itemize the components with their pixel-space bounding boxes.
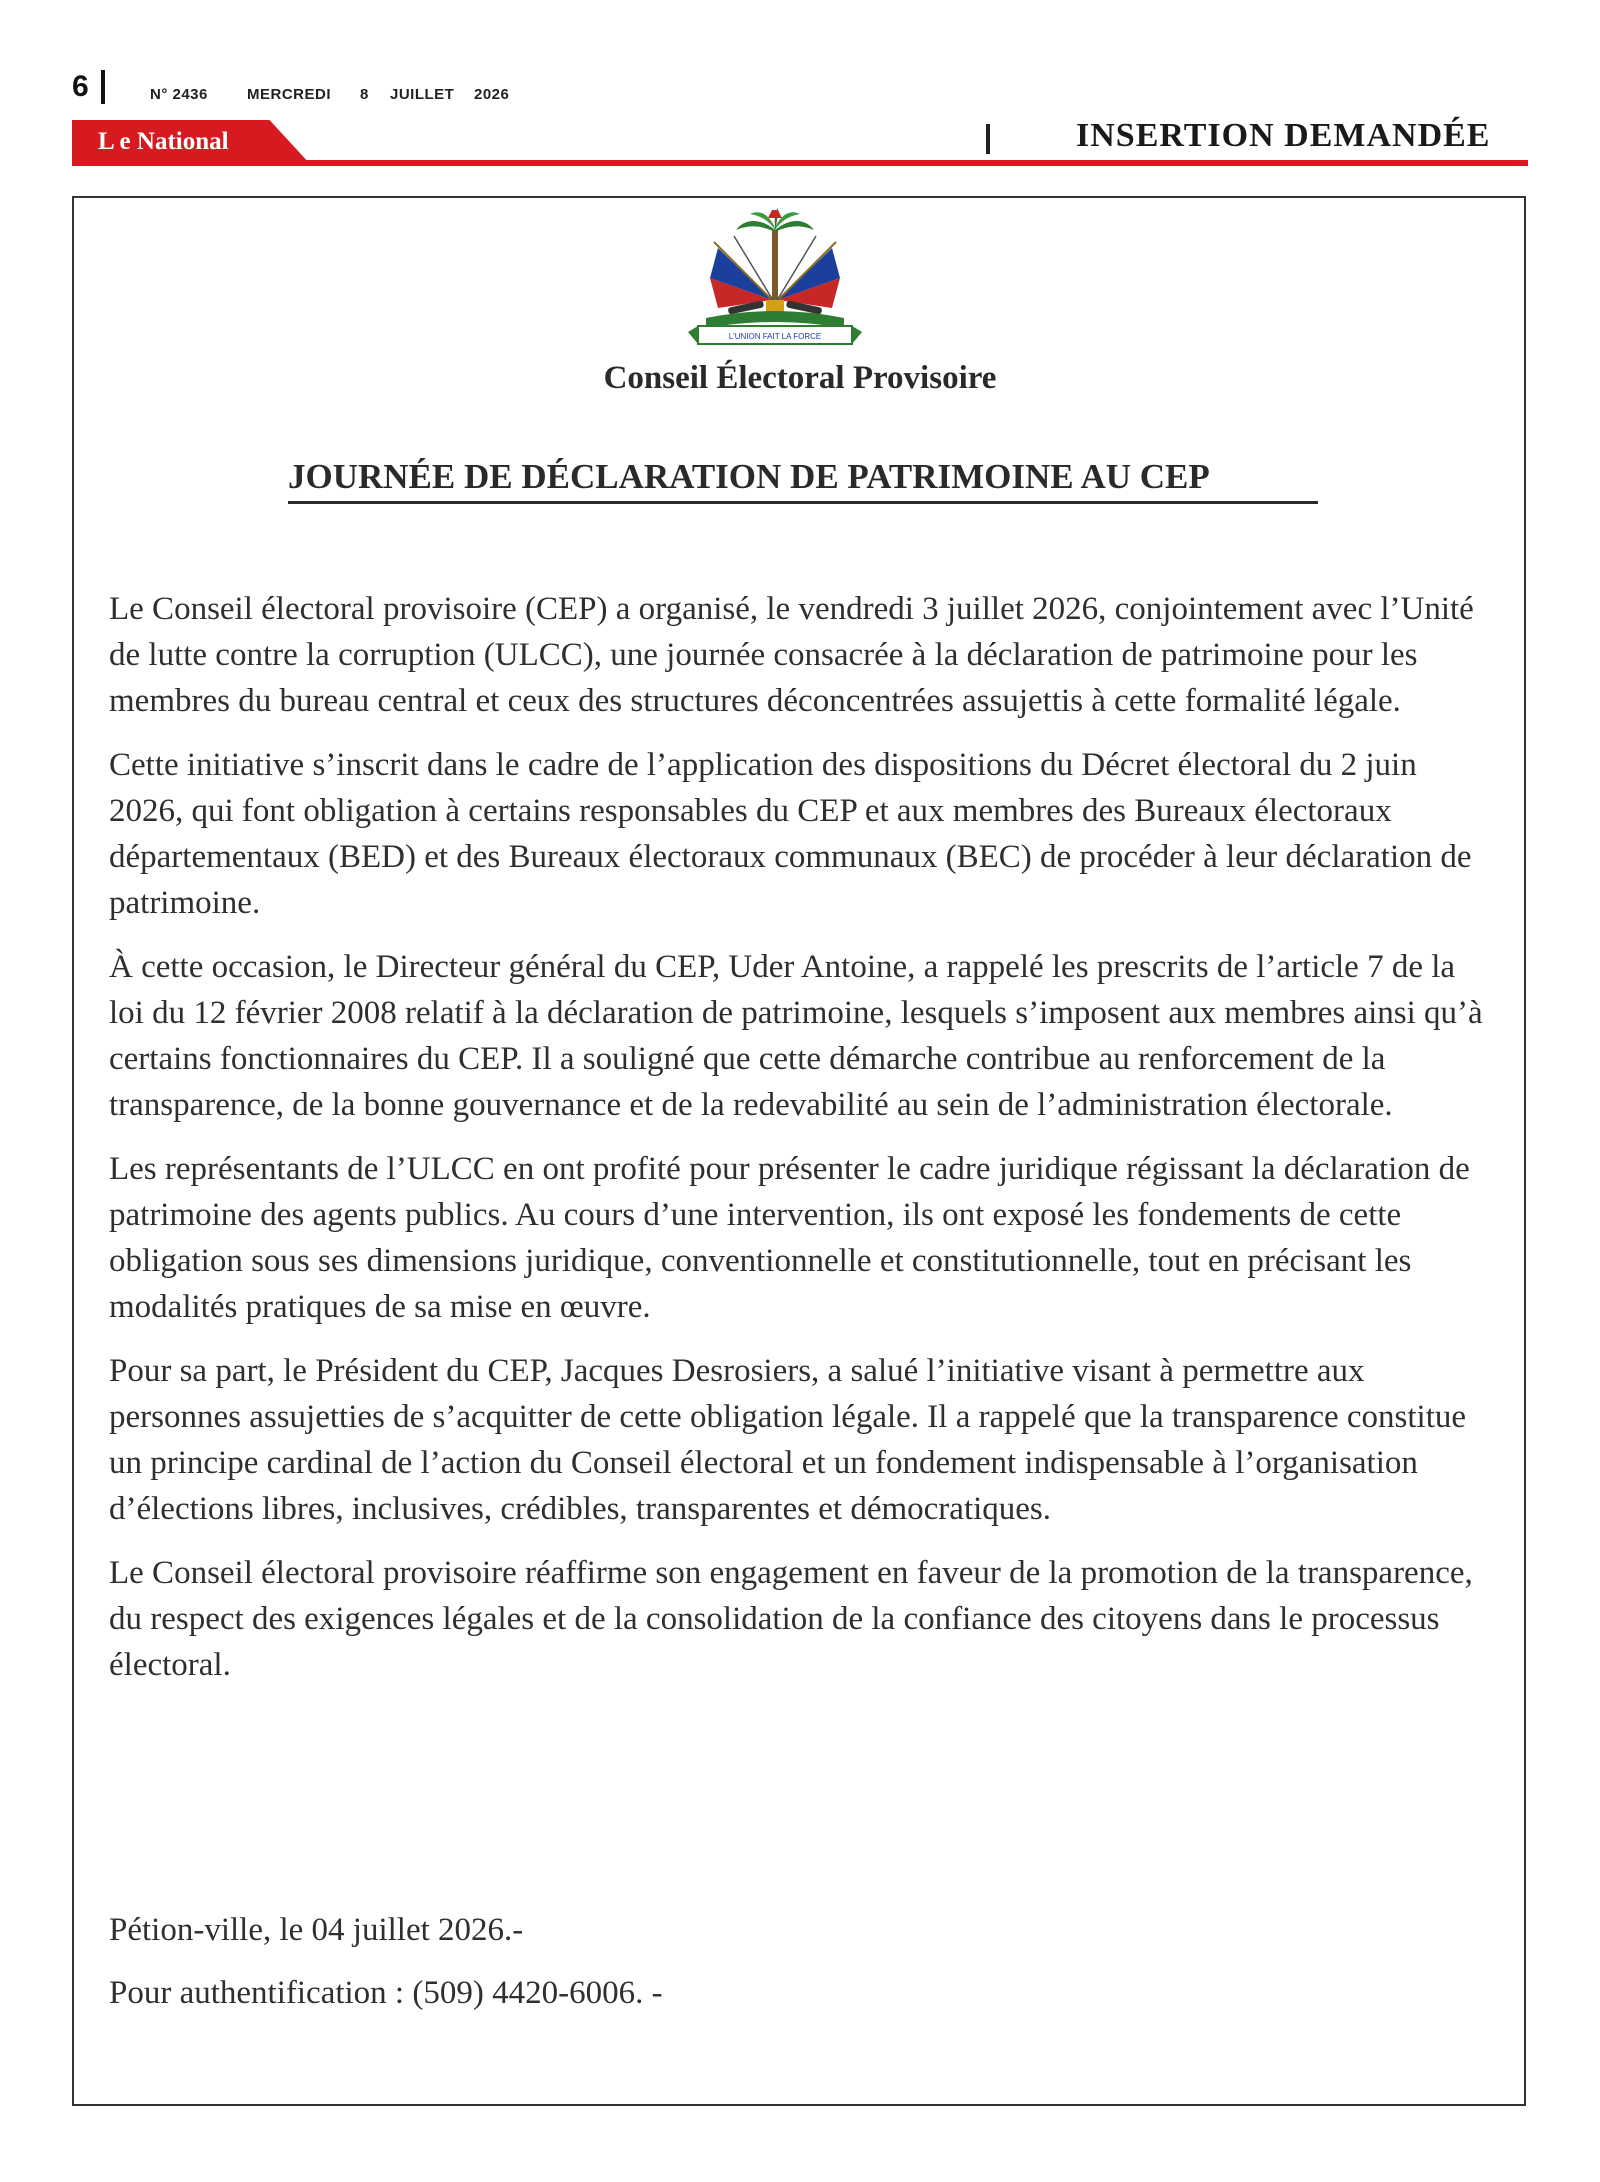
masthead-rule [72,160,1528,166]
organization-name: Conseil Électoral Provisoire [603,360,997,396]
page-number: 6 [72,70,89,103]
section-title: INSERTION DEMANDÉE [1076,117,1491,154]
haiti-coat-of-arms-icon [688,208,862,348]
page-number-divider [101,70,105,104]
paragraph: Pour sa part, le Président du CEP, Jacques Desrosiers, a salué l’initiative visant à permettre aux personnes assujetties de s’acquitter de cette obligation légale. Il a rappelé que la transparence constitue un principe cardinal de l’action du Conseil électoral et un fondement indispensable à l’organisation d’élections libres, inclusives, crédibles, transparentes et démocratiques. [109,1353,1467,1527]
issue-weekday: MERCREDI [247,86,332,103]
issue-day: 8 [360,86,369,103]
paragraph: Le Conseil électoral provisoire réaffirme son engagement en faveur de la promotion de la transparence, du respect des exigences légales et de la consolidation de la confiance des citoyens dans le processus électoral. [109,1555,1473,1683]
emblem-motto: L'UNION FAIT LA FORCE [728,332,822,341]
paragraph: Le Conseil électoral provisoire (CEP) a organisé, le vendredi 3 juillet 2026, conjointement avec l’Unité de lutte contre la corruption (ULCC), une journée consacrée à la déclaration de patrimoine pour les membres du bureau central et ceux des structures déconcentrées assujettis à cette formalité légale. [109,591,1474,719]
issue-month: JUILLET [390,86,455,103]
paragraph: À cette occasion, le Directeur général du CEP, Uder Antoine, a rappelé les prescrits de l’article 7 de la loi du 12 février 2008 relatif à la déclaration de patrimoine, lesquels s’imposent aux membres ainsi qu’à certains fonctionnaires du CEP. Il a souligné que cette démarche contribue au renforcement de la transparence, de la bonne gouvernance et de la redevabilité au sein de l’administration électorale. [109,949,1483,1123]
authentication-line: Pour authentification : (509) 4420-6006. - [109,1975,663,2011]
paragraph: Les représentants de l’ULCC en ont profité pour présenter le cadre juridique régissant la déclaration de patrimoine des agents publics. Au cours d’une intervention, ils ont exposé les fondements de cette obligation sous ses dimensions juridique, conventionnelle et constitutionnelle, tout en précisant les modalités pratiques de sa mise en œuvre. [109,1151,1470,1325]
paragraph: Cette initiative s’inscrit dans le cadre de l’application des dispositions du Décret électoral du 2 juin 2026, qui font obligation à certains responsables du CEP et aux membres des Bureaux électoraux départementaux (BED) et des Bureaux électoraux communaux (BEC) de procéder à leur déclaration de patrimoine. [109,747,1472,921]
issue-number: N° 2436 [150,86,208,103]
issue-year: 2026 [474,86,510,103]
newspaper-name: L e National [98,128,229,155]
notice-body [109,586,1489,1706]
notice-title: JOURNÉE DE DÉCLARATION DE PATRIMOINE AU CEP [288,457,1318,504]
section-divider [986,124,990,154]
place-and-date: Pétion-ville, le 04 juillet 2026.- [109,1912,524,1948]
